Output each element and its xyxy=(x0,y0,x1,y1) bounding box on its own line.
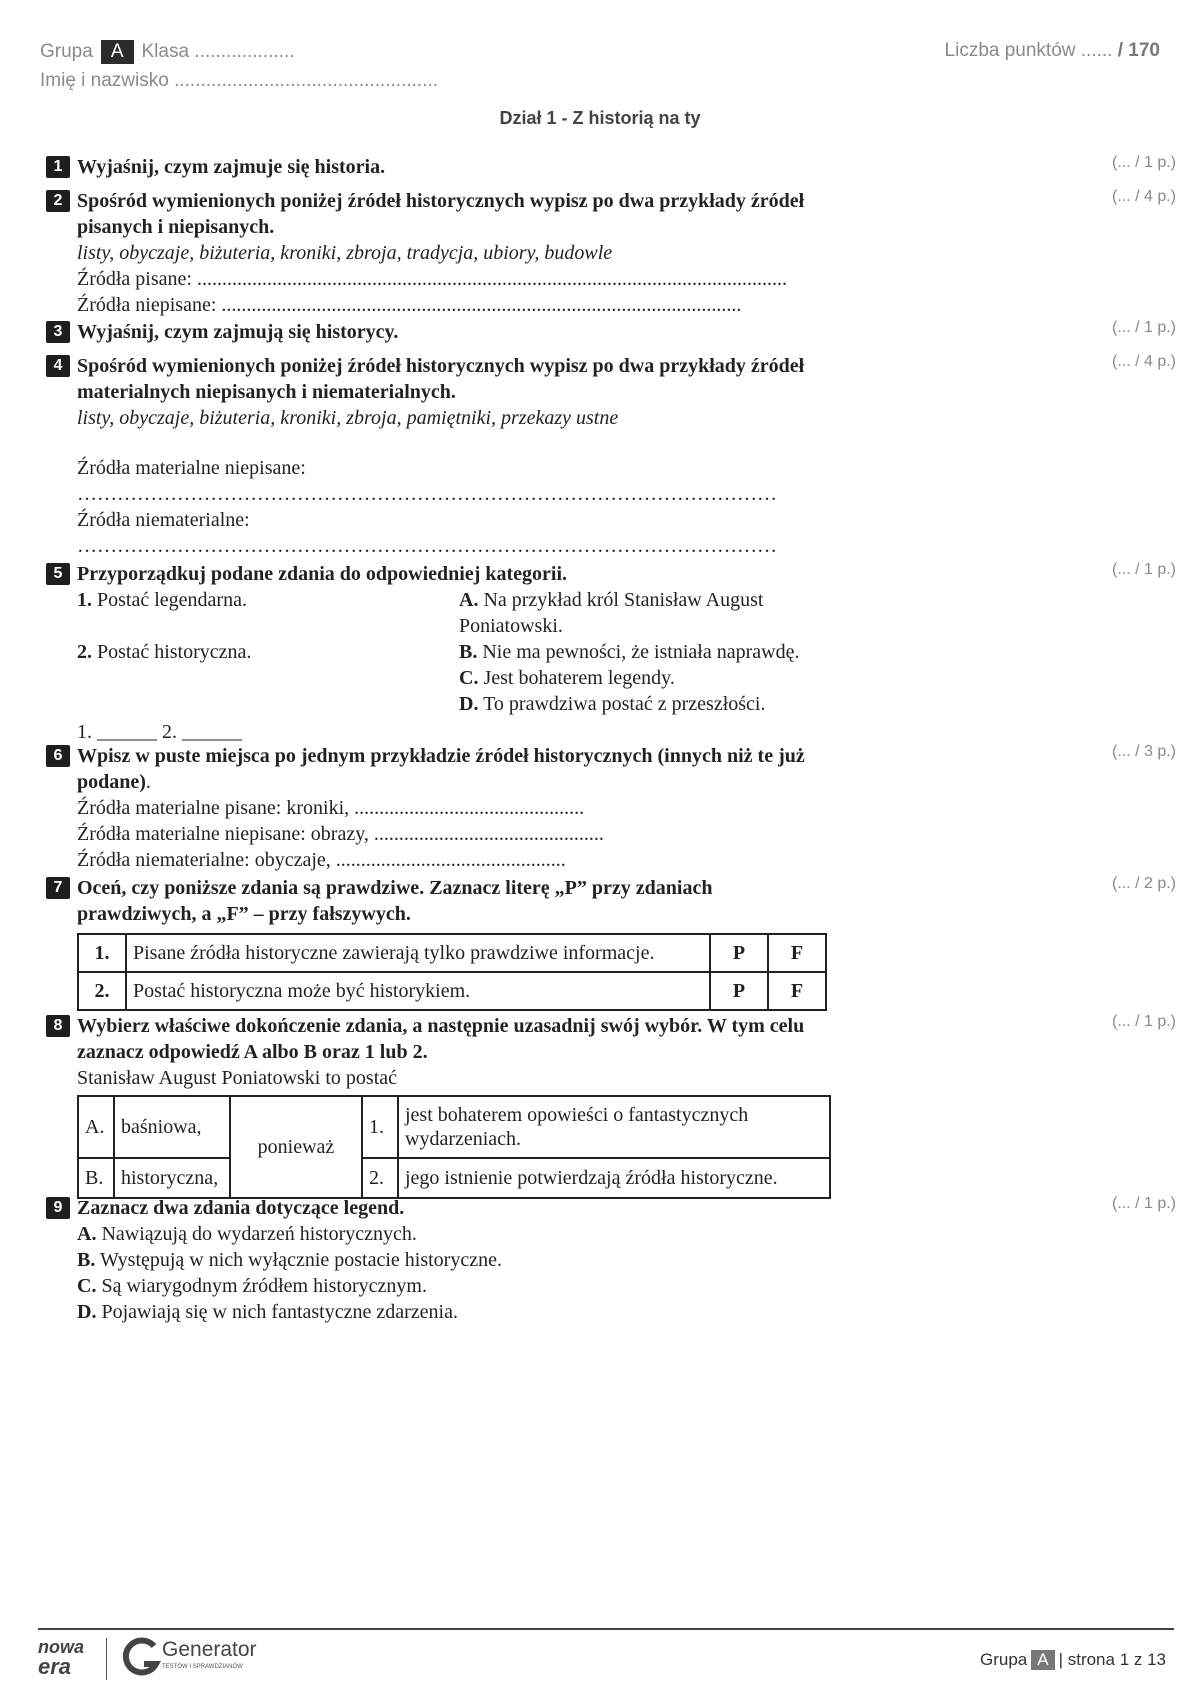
category-1: 1. Postać legendarna. xyxy=(77,589,247,611)
reason-2-text[interactable]: jego istnienie potwierdzają źródła historyczne. xyxy=(398,1158,830,1198)
source-list: listy, obyczaje, biżuteria, kroniki, zbroja, pamiętniki, przekazy ustne xyxy=(77,407,619,429)
task-8 xyxy=(46,1013,1176,1199)
points-label: Liczba punktów ...... xyxy=(944,40,1118,61)
sentence-stem: Stanisław August Poniatowski to postać xyxy=(77,1067,397,1089)
task-number: 3 xyxy=(46,321,70,343)
option-d: D. To prawdziwa postać z przeszłości. xyxy=(459,693,766,715)
answer-line-immaterial[interactable]: …………………………………………………………………………………………… xyxy=(77,535,777,557)
choice-table xyxy=(77,1095,831,1199)
task-number: 9 xyxy=(46,1197,70,1219)
footer-group-badge: A xyxy=(1031,1650,1054,1670)
task-number: 2 xyxy=(46,190,70,212)
points-max: / 170 xyxy=(1117,40,1160,61)
nowa-era-logo: nowa era xyxy=(38,1637,85,1679)
task-number: 7 xyxy=(46,877,70,899)
task-number: 1 xyxy=(46,156,70,178)
option-a[interactable]: A. Nawiązują do wydarzeń historycznych. xyxy=(77,1223,417,1245)
answer-line-immaterial[interactable]: Źródła niematerialne: obyczaje, .............................................. xyxy=(77,849,566,871)
task-2 xyxy=(46,188,1176,318)
footer-group-label: Grupa xyxy=(979,1650,1028,1669)
because-label: ponieważ xyxy=(230,1096,362,1198)
section-title: Dział 1 - Z historią na ty xyxy=(499,108,701,128)
task-3 xyxy=(46,319,1176,345)
option-a-text[interactable]: baśniowa, xyxy=(114,1096,230,1158)
option-b: B. Nie ma pewności, że istniała naprawdę. xyxy=(459,641,800,663)
answer-line-material-unwritten[interactable]: Źródła materialne niepisane: obrazy, .............................................. xyxy=(77,823,604,845)
task-points: (... / 1 p.) xyxy=(1111,154,1176,171)
task-title: Wybierz właściwe dokończenie zdania, a następnie uzasadnij swój wybór. W tym celu zaznacz odpowiedź A albo B oraz 1 lub 2. xyxy=(77,1015,805,1063)
task-title: Zaznacz dwa zdania dotyczące legend. xyxy=(77,1197,405,1219)
points-total xyxy=(945,40,1160,62)
reason-2-key[interactable]: 2. xyxy=(362,1158,398,1198)
logo-separator xyxy=(106,1638,107,1680)
task-9 xyxy=(46,1195,1176,1325)
page-indicator xyxy=(980,1650,1166,1670)
task-points: (... / 4 p.) xyxy=(1111,353,1176,370)
class-label: Klasa ................... xyxy=(141,41,295,62)
reason-1-key[interactable]: 1. xyxy=(362,1096,398,1158)
task-6: 6 Wpisz w puste miejsca po jednym przykładzie źródeł historycznych (innych niż te już podane). Źródła materialne pisane: kroniki, .............................................. Źródła materialne niepisane: obrazy, .............................................. Źródła niematerialne: obyczaje, .............................................. (... / 3 p.) xyxy=(46,743,1176,873)
option-b-key[interactable]: B. xyxy=(78,1158,114,1198)
table-row: 1. Pisane źródła historyczne zawierają tylko prawdziwe informacje. P F xyxy=(78,934,826,972)
generator-g-icon xyxy=(122,1636,162,1680)
task-number: 6 xyxy=(46,745,70,767)
option-d[interactable]: D. Pojawiają się w nich fantastyczne zdarzenia. xyxy=(77,1301,458,1323)
task-title: Spośród wymienionych poniżej źródeł historycznych wypisz po dwa przykłady źródeł materialnych niepisanych i niematerialnych. xyxy=(77,355,805,403)
task-title: Przyporządkuj podane zdania do odpowiedniej kategorii. xyxy=(77,563,568,585)
page-number: | strona 1 z 13 xyxy=(1058,1650,1166,1669)
source-list: listy, obyczaje, biżuteria, kroniki, zbroja, tradycja, ubiory, budowle xyxy=(77,242,613,264)
task-points: (... / 2 p.) xyxy=(1111,875,1176,892)
option-b[interactable]: B. Występują w nich wyłącznie postacie historyczne. xyxy=(77,1249,502,1271)
answer-line-written[interactable]: Źródła pisane: ...................................................................................................................... xyxy=(77,268,787,290)
table-row: 2. Postać historyczna może być historykiem. P F xyxy=(78,972,826,1010)
answer-line-material-unwritten[interactable]: …………………………………………………………………………………………… xyxy=(77,483,777,505)
task-title: Spośród wymienionych poniżej źródeł historycznych wypisz po dwa przykłady źródeł pisanych i niepisanych. xyxy=(77,190,805,238)
true-option[interactable]: P xyxy=(710,972,768,1010)
option-b-text[interactable]: historyczna, xyxy=(114,1158,230,1198)
answer-line-unwritten[interactable]: Źródła niepisane: ........................................................................................................ xyxy=(77,294,742,316)
option-a-key[interactable]: A. xyxy=(78,1096,114,1158)
reason-1-text[interactable]: jest bohaterem opowieści o fantastycznych wydarzeniach. xyxy=(398,1096,830,1158)
task-points: (... / 1 p.) xyxy=(1111,561,1176,578)
task-points: (... / 4 p.) xyxy=(1111,188,1176,205)
category-2: 2. Postać historyczna. xyxy=(77,641,252,663)
option-c: C. Jest bohaterem legendy. xyxy=(459,667,675,689)
task-points: (... / 1 p.) xyxy=(1111,1013,1176,1030)
task-5 xyxy=(46,561,1176,745)
task-points: (... / 3 p.) xyxy=(1111,743,1176,760)
task-title: Wpisz w puste miejsca po jednym przykładzie źródeł historycznych (innych niż te już podane) xyxy=(77,745,805,793)
footer-divider xyxy=(38,1628,1174,1630)
task-title: Wyjaśnij, czym zajmują się historycy. xyxy=(77,321,399,343)
task-title: Wyjaśnij, czym zajmuje się historia. xyxy=(77,156,386,178)
false-option[interactable]: F xyxy=(768,934,826,972)
task-number: 8 xyxy=(46,1015,70,1037)
answer-line-material-written[interactable]: Źródła materialne pisane: kroniki, .............................................. xyxy=(77,797,585,819)
immaterial-label: Źródła niematerialne: xyxy=(77,509,250,531)
task-number: 4 xyxy=(46,355,70,377)
answer-blanks[interactable]: 1. ______ 2. ______ xyxy=(77,721,242,743)
false-option[interactable]: F xyxy=(768,972,826,1010)
group-class-row xyxy=(40,40,295,64)
name-label: Imię i nazwisko .................................................. xyxy=(40,70,439,91)
task-4 xyxy=(46,353,1176,559)
task-points: (... / 1 p.) xyxy=(1111,319,1176,336)
task-points: (... / 1 p.) xyxy=(1111,1195,1176,1212)
true-false-table xyxy=(77,933,827,1011)
material-unwritten-label: Źródła materialne niepisane: xyxy=(77,457,306,479)
option-c[interactable]: C. Są wiarygodnym źródłem historycznym. xyxy=(77,1275,427,1297)
task-1 xyxy=(46,154,1176,180)
group-badge: A xyxy=(101,40,134,64)
option-a: A. Na przykład król Stanisław August Poniatowski. xyxy=(459,589,764,637)
group-label: Grupa xyxy=(40,41,93,62)
task-number: 5 xyxy=(46,563,70,585)
task-title: Oceń, czy poniższe zdania są prawdziwe. Zaznacz literę „P” przy zdaniach prawdziwych, a „F” – przy fałszywych. xyxy=(77,877,713,925)
task-7 xyxy=(46,875,1176,1011)
true-option[interactable]: P xyxy=(710,934,768,972)
